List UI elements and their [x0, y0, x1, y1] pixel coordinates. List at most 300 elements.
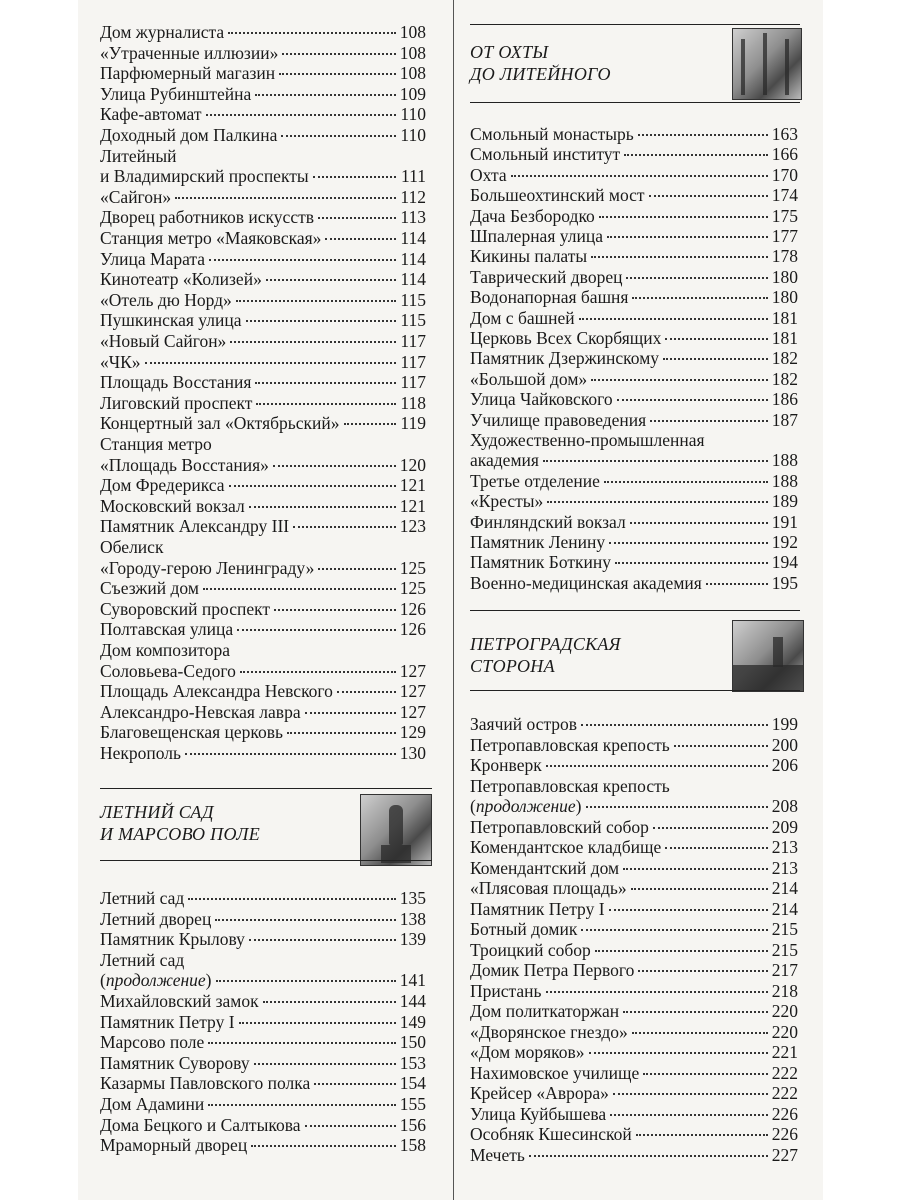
toc-page-number: 170	[771, 164, 798, 185]
section-rule-bottom	[470, 102, 800, 103]
toc-entry-title: «Новый Сайгон»	[100, 331, 227, 351]
toc-page-number: 214	[771, 898, 798, 919]
toc-page-number: 121	[399, 495, 426, 516]
toc-leader-dots	[649, 194, 768, 197]
toc-entry	[470, 491, 798, 511]
toc-entry	[470, 348, 798, 368]
toc-leader-dots	[293, 525, 396, 528]
toc-entry-title: (продолжение)	[470, 796, 582, 816]
toc-page-number: 226	[771, 1103, 798, 1124]
toc-entry	[100, 619, 426, 639]
toc-entry-title: Памятник Суворову	[100, 1052, 250, 1073]
toc-entry	[470, 369, 798, 389]
toc-page-number: 126	[399, 598, 426, 619]
toc-leader-dots	[638, 969, 767, 972]
toc-leader-dots	[256, 402, 396, 405]
toc-entry-title: Летний дворец	[100, 908, 212, 929]
toc-entry-title: Мраморный дворец	[100, 1135, 248, 1156]
toc-leader-dots	[215, 918, 395, 921]
toc-entry	[470, 1104, 798, 1124]
toc-leader-dots	[665, 846, 768, 849]
toc-leader-dots	[589, 1051, 768, 1054]
toc-entry	[100, 558, 426, 578]
toc-entry-title: «Кресты»	[470, 491, 544, 512]
toc-leader-dots	[305, 1124, 396, 1127]
toc-page-number: 213	[771, 837, 798, 857]
toc-page-number: 217	[771, 960, 798, 980]
toc-entry-title: Памятник Дзержинскому	[470, 348, 660, 369]
toc-entry	[470, 817, 798, 837]
toc-page-number: 195	[771, 572, 798, 593]
toc-page-number: 125	[399, 578, 426, 599]
toc-entry	[470, 735, 798, 755]
section-heading-line2: СТОРОНА	[470, 656, 555, 676]
toc-entry	[470, 165, 798, 185]
toc-entry	[470, 981, 798, 1001]
toc-leader-dots	[203, 587, 396, 590]
toc-entry	[100, 331, 426, 351]
toc-page-number: 144	[399, 991, 426, 1011]
toc-entry-title: Смольный институт	[470, 144, 621, 165]
toc-entry	[470, 512, 798, 532]
toc-entry-title: Александро-Невская лавра	[100, 701, 301, 722]
section-heading-line2: ДО ЛИТЕЙНОГО	[470, 64, 611, 84]
toc-entry-title: Военно-медицинская академия	[470, 572, 702, 593]
toc-entry	[100, 702, 426, 722]
toc-leader-dots	[615, 561, 768, 564]
toc-entry-title: Кинотеатр «Колизей»	[100, 269, 262, 290]
toc-page-number: 112	[400, 186, 426, 207]
toc-page-number: 108	[399, 42, 426, 63]
toc-leader-dots	[185, 752, 396, 755]
toc-page-number: 208	[771, 796, 798, 816]
section-rule-bottom	[100, 860, 432, 861]
toc-entry-title: Суворовский проспект	[100, 598, 271, 619]
toc-entry	[100, 63, 426, 83]
toc-entry-title: Кикины палаты	[470, 246, 588, 267]
section-heading-line1: ОТ ОХТЫ	[470, 42, 549, 62]
toc-entry-title: Пристань	[470, 980, 542, 1001]
toc-entry	[100, 290, 426, 310]
toc-entry	[100, 1032, 426, 1052]
toc-page-number: 115	[400, 310, 426, 331]
toc-leader-dots	[188, 897, 395, 900]
toc-page-number: 113	[400, 207, 426, 228]
toc-entry	[470, 450, 798, 470]
toc-page-number: 111	[401, 166, 426, 187]
toc-entry	[100, 146, 426, 166]
toc-leader-dots	[344, 422, 396, 425]
toc-entry-title: Памятник Петру I	[100, 1011, 235, 1032]
toc-leader-dots	[609, 541, 768, 544]
toc-leader-dots	[586, 805, 768, 808]
toc-page-number: 187	[771, 409, 798, 430]
toc-entry-title: Улица Куйбышева	[470, 1103, 607, 1124]
toc-entry-title: Памятник Александру III	[100, 516, 290, 537]
toc-entry	[100, 496, 426, 516]
toc-entry-title: Московский вокзал	[100, 495, 245, 516]
toc-entry	[100, 475, 426, 495]
toc-entry	[100, 310, 426, 330]
toc-entry-title: Дом политкаторжан	[470, 1001, 620, 1021]
toc-entry-title: Троицкий собор	[470, 939, 591, 960]
toc-leader-dots	[255, 93, 395, 96]
toc-entry-title: Дома Бецкого и Салтыкова	[100, 1114, 301, 1135]
toc-entry	[470, 471, 798, 491]
toc-page-number: 209	[771, 816, 798, 837]
toc-entry-title: «ЧК»	[100, 351, 141, 372]
toc-leader-dots	[305, 711, 396, 714]
toc-entry	[100, 681, 426, 701]
toc-page-number: 141	[399, 970, 426, 991]
toc-entry	[100, 1012, 426, 1032]
toc-leader-dots	[632, 296, 767, 299]
toc-entry-title: Летний сад	[100, 888, 185, 908]
toc-page-number: 178	[771, 246, 798, 267]
toc-entry	[470, 714, 798, 734]
toc-entry-title: Полтавская улица	[100, 619, 234, 640]
toc-entry	[470, 1022, 798, 1042]
toc-entry-title: Финляндский вокзал	[470, 511, 626, 532]
toc-leader-dots	[287, 731, 396, 734]
toc-page-number: 150	[399, 1032, 426, 1053]
toc-entry	[470, 858, 798, 878]
toc-entry	[100, 537, 426, 557]
toc-leader-dots	[591, 378, 768, 381]
toc-leader-dots	[581, 723, 768, 726]
toc-entry	[100, 372, 426, 392]
statue-photo-icon	[360, 794, 432, 866]
toc-entry-title: Мечеть	[470, 1144, 525, 1165]
toc-entry	[470, 328, 798, 348]
toc-leader-dots	[208, 1103, 395, 1106]
toc-entry-title: Третье отделение	[470, 470, 600, 491]
toc-entry-title: Кафе-автомат	[100, 104, 202, 125]
toc-entry-title: «Площадь Восстания»	[100, 454, 269, 475]
toc-entry-title: Водонапорная башня	[470, 287, 629, 308]
toc-entry-title: Площадь Александра Невского	[100, 681, 333, 702]
toc-entry	[100, 166, 426, 186]
toc-entry	[100, 640, 426, 660]
toc-entry	[100, 722, 426, 742]
toc-entry	[100, 929, 426, 949]
column-divider	[453, 0, 454, 1200]
toc-page-number: 123	[399, 516, 426, 537]
toc-leader-dots	[318, 567, 395, 570]
toc-entry	[470, 878, 798, 898]
toc-entry-title: Памятник Боткину	[470, 552, 611, 573]
toc-page-number: 138	[399, 908, 426, 929]
toc-entry	[100, 352, 426, 372]
toc-page-number: 108	[399, 22, 426, 42]
toc-page-number: 182	[771, 368, 798, 389]
toc-leader-dots	[325, 237, 396, 240]
toc-leader-dots	[604, 480, 768, 483]
toc-entry	[100, 1053, 426, 1073]
toc-page-number: 114	[400, 248, 426, 269]
toc-entry-title: Дом композитора	[100, 640, 230, 660]
toc-entry	[100, 43, 426, 63]
toc-leader-dots	[230, 340, 396, 343]
toc-leader-dots	[613, 1092, 768, 1095]
toc-entry-title: Дом Адамини	[100, 1094, 205, 1114]
toc-entry-title: Ботный домик	[470, 919, 578, 939]
toc-entry	[470, 532, 798, 552]
toc-page-number: 114	[400, 228, 426, 248]
toc-page-number: 220	[771, 1001, 798, 1021]
toc-leader-dots	[246, 319, 396, 322]
toc-entry-title: «Городу-герою Ленинграду»	[100, 557, 315, 578]
toc-leader-dots	[529, 1154, 768, 1157]
toc-leader-dots	[674, 744, 768, 747]
toc-page-number: 218	[771, 980, 798, 1001]
section-heading-line1: ПЕТРОГРАДСКАЯ	[470, 634, 621, 654]
toc-leader-dots	[229, 484, 396, 487]
toc-leader-dots	[546, 764, 768, 767]
toc-entry-title: «Отель дю Норд»	[100, 289, 232, 310]
toc-leader-dots	[279, 72, 396, 75]
section-rule-top	[470, 610, 800, 611]
toc-entry-title: Особняк Кшесинской	[470, 1124, 632, 1144]
toc-leader-dots	[249, 938, 396, 941]
toc-leader-dots	[543, 459, 768, 462]
toc-entry	[470, 940, 798, 960]
toc-leader-dots	[206, 113, 397, 116]
toc-entry	[100, 661, 426, 681]
toc-entry	[100, 22, 426, 42]
toc-entry	[470, 919, 798, 939]
toc-page-number: 117	[400, 372, 426, 393]
toc-leader-dots	[546, 990, 768, 993]
toc-leader-dots	[624, 153, 768, 156]
toc-entry	[470, 899, 798, 919]
toc-entry-title: Памятник Петру I	[470, 898, 605, 919]
toc-entry	[470, 410, 798, 430]
fortress-photo-icon	[732, 620, 804, 692]
toc-entry	[100, 455, 426, 475]
toc-entry	[100, 249, 426, 269]
toc-leader-dots	[607, 235, 768, 238]
toc-entry-title: Литейный	[100, 145, 177, 166]
toc-entry	[100, 1073, 426, 1093]
toc-entry	[470, 837, 798, 857]
toc-leader-dots	[237, 628, 396, 631]
toc-leader-dots	[599, 215, 768, 218]
toc-page-number: 182	[771, 348, 798, 369]
toc-entry	[100, 84, 426, 104]
toc-leader-dots	[313, 175, 396, 178]
toc-page-number: 191	[771, 511, 798, 532]
toc-entry	[100, 207, 426, 227]
toc-entry-title: Лиговский проспект	[100, 392, 253, 413]
toc-entry-title: Станция метро «Маяковская»	[100, 228, 322, 248]
toc-leader-dots	[595, 949, 768, 952]
toc-page-number: 206	[771, 755, 798, 775]
toc-entry-title: Марсово поле	[100, 1032, 205, 1053]
toc-entry	[470, 1124, 798, 1144]
toc-leader-dots	[251, 1144, 396, 1147]
toc-page-number: 189	[771, 491, 798, 512]
toc-page-number: 120	[399, 454, 426, 475]
toc-leader-dots	[547, 500, 767, 503]
toc-leader-dots	[631, 887, 768, 890]
toc-page-number: 129	[399, 722, 426, 743]
toc-leader-dots	[208, 1041, 396, 1044]
toc-entry-title: Благовещенская церковь	[100, 722, 284, 743]
toc-leader-dots	[579, 317, 768, 320]
toc-entry	[470, 185, 798, 205]
toc-leader-dots	[318, 216, 396, 219]
toc-page-number: 114	[400, 269, 426, 290]
toc-entry-title: (продолжение)	[100, 970, 212, 991]
toc-entry	[100, 269, 426, 289]
toc-leader-dots	[228, 31, 396, 34]
toc-entry	[470, 1001, 798, 1021]
toc-leader-dots	[638, 133, 768, 136]
toc-entry	[470, 308, 798, 328]
toc-entry-title: Смольный монастырь	[470, 124, 634, 144]
toc-entry	[100, 991, 426, 1011]
toc-entry	[470, 430, 798, 450]
toc-entry-title: «Плясовая площадь»	[470, 878, 627, 898]
toc-entry-title: Парфюмерный магазин	[100, 63, 276, 84]
toc-entry	[100, 599, 426, 619]
toc-page-number: 188	[771, 450, 798, 471]
toc-entry-title: Домик Петра Первого	[470, 960, 635, 980]
toc-entry	[470, 796, 798, 816]
toc-entry	[100, 516, 426, 536]
toc-leader-dots	[273, 464, 396, 467]
toc-leader-dots	[274, 608, 396, 611]
toc-entry	[470, 1145, 798, 1165]
toc-leader-dots	[610, 1113, 768, 1116]
section-heading-line1: ЛЕТНИЙ САД	[100, 802, 214, 822]
toc-entry	[470, 287, 798, 307]
toc-page-number: 199	[771, 714, 798, 734]
toc-page-number: 117	[400, 331, 426, 351]
toc-entry	[100, 187, 426, 207]
toc-entry-title: Доходный дом Палкина	[100, 125, 278, 145]
toc-entry	[100, 888, 426, 908]
toc-page-number: 215	[771, 919, 798, 939]
section-rule-top	[100, 788, 432, 789]
toc-page-number: 153	[399, 1052, 426, 1073]
toc-page-number: 109	[399, 83, 426, 104]
toc-entry-title: Церковь Всех Скорбящих	[470, 328, 662, 348]
toc-leader-dots	[263, 1000, 396, 1003]
toc-entry	[100, 125, 426, 145]
section-heading-line2: И МАРСОВО ПОЛЕ	[100, 824, 261, 844]
toc-entry-title: Петропавловская крепость	[470, 734, 670, 755]
toc-entry	[100, 228, 426, 248]
toc-entry	[470, 226, 798, 246]
toc-page-number: 119	[400, 413, 426, 434]
toc-entry-title: Площадь Восстания	[100, 372, 252, 393]
toc-page-number: 110	[400, 125, 426, 145]
toc-page-number: 200	[771, 734, 798, 755]
toc-page-number: 222	[771, 1062, 798, 1083]
toc-page-number: 213	[771, 857, 798, 878]
toc-page-number: 214	[771, 878, 798, 898]
toc-leader-dots	[632, 1031, 768, 1034]
toc-leader-dots	[281, 134, 396, 137]
toc-leader-dots	[314, 1082, 395, 1085]
toc-entry-title: Станция метро	[100, 434, 212, 454]
toc-entry-title: «Большой дом»	[470, 368, 588, 389]
toc-page-number: 139	[399, 929, 426, 950]
toc-entry	[100, 1094, 426, 1114]
toc-entry	[100, 970, 426, 990]
toc-page-number: 174	[771, 185, 798, 206]
toc-entry-title: Дом Фредерикса	[100, 475, 225, 496]
toc-entry-title: «Дом моряков»	[470, 1042, 585, 1062]
section-rule-bottom	[470, 690, 800, 691]
toc-page-number: 181	[771, 328, 798, 348]
toc-leader-dots	[653, 826, 768, 829]
toc-page-number: 192	[771, 532, 798, 552]
toc-entry-title: Пушкинская улица	[100, 310, 242, 331]
toc-leader-dots	[249, 505, 396, 508]
toc-leader-dots	[236, 299, 396, 302]
toc-page-number: 118	[400, 392, 426, 413]
toc-leader-dots	[266, 278, 396, 281]
toc-entry-title: Дача Безбородко	[470, 205, 595, 226]
toc-page-number: 127	[399, 660, 426, 681]
toc-page-number: 127	[399, 701, 426, 722]
toc-page-number: 163	[771, 124, 798, 144]
toc-entry-title: «Сайгон»	[100, 186, 172, 207]
toc-leader-dots	[239, 1021, 396, 1024]
toc-leader-dots	[643, 1072, 768, 1075]
toc-leader-dots	[209, 258, 396, 261]
toc-entry	[100, 950, 426, 970]
toc-page-number: 188	[771, 470, 798, 491]
toc-page-number: 115	[400, 289, 426, 310]
toc-entry	[470, 552, 798, 572]
toc-leader-dots	[623, 867, 768, 870]
toc-entry-title: Заячий остров	[470, 714, 578, 734]
toc-page-number: 156	[399, 1114, 426, 1135]
toc-page-number: 127	[399, 681, 426, 702]
toc-leader-dots	[255, 381, 396, 384]
toc-entry-title: «Дворянское гнездо»	[470, 1021, 628, 1042]
toc-leader-dots	[145, 361, 396, 364]
toc-page-number: 117	[400, 351, 426, 372]
gate-photo-icon	[732, 28, 802, 100]
toc-page-number: 166	[771, 144, 798, 165]
toc-leader-dots	[665, 337, 767, 340]
toc-entry-title: Памятник Ленину	[470, 532, 606, 552]
toc-entry-title: Улица Рубинштейна	[100, 83, 252, 104]
section-rule-top	[470, 24, 800, 25]
toc-page-number: 125	[399, 557, 426, 578]
toc-page-number: 126	[399, 619, 426, 640]
toc-entry	[470, 1042, 798, 1062]
toc-entry-title: Кронверк	[470, 755, 542, 775]
toc-entry-title: Комендантский дом	[470, 857, 620, 878]
toc-entry	[100, 1135, 426, 1155]
toc-entry-title: академия	[470, 450, 539, 471]
toc-entry	[470, 389, 798, 409]
toc-entry-title: и Владимирский проспекты	[100, 166, 309, 187]
toc-leader-dots	[581, 928, 767, 931]
toc-entry-title: Художественно-промышленная	[470, 430, 705, 450]
toc-entry	[100, 743, 426, 763]
toc-page-number: 180	[771, 287, 798, 308]
toc-entry-title: Концертный зал «Октябрьский»	[100, 413, 340, 434]
toc-leader-dots	[663, 357, 768, 360]
toc-entry-title: Некрополь	[100, 743, 182, 763]
